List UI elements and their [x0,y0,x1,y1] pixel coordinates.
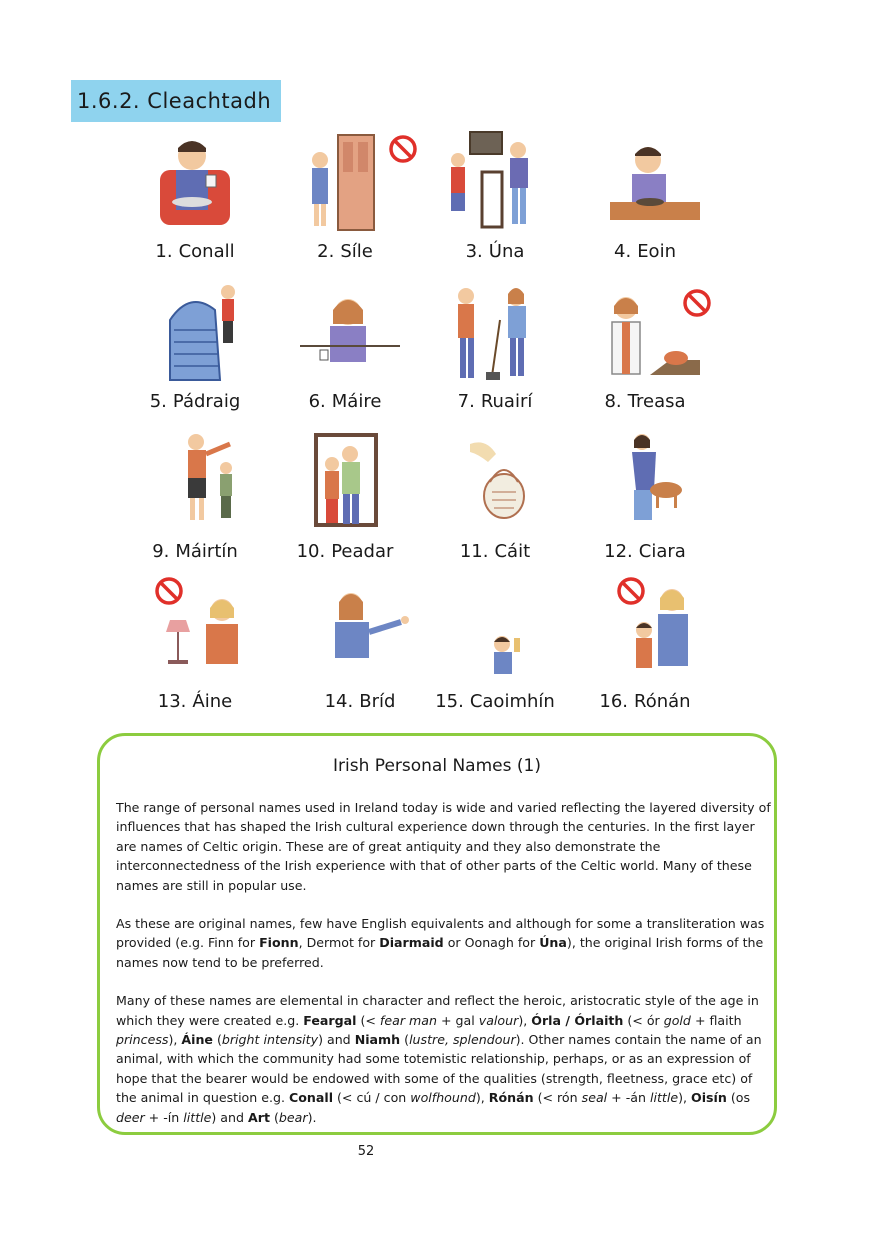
hand-holding-bag-illustration [430,430,560,535]
picture-caption: 9. Máirtín [152,541,238,562]
man-drinking-tea-illustration [130,130,260,235]
picture-caption: 3. Úna [465,241,525,262]
man-and-woman-sweeping-illustration [430,280,560,385]
picture-item-2 [270,130,420,280]
paragraph-2: As these are original names, few have English equivalents and although for some a transliteration was provided (e.g. Finn for Fionn, Dermot for Diarmaid or Oonagh for Úna), the original Irish forms of the names now tend to be preferred. [116,916,765,970]
picture-item-1 [120,130,270,280]
picture-row [120,430,760,580]
picture-caption: 7. Ruairí [457,391,533,412]
picture-caption: 13. Áine [157,691,233,712]
picture-caption: 14. Bríd [324,691,396,712]
exercise-heading: 1.6.2. Cleachtadh [71,80,281,122]
info-box-title: Irish Personal Names (1) [333,756,541,776]
picture-item-7 [420,280,570,430]
picture-item-4 [570,130,720,280]
picture-item-14 [285,580,435,730]
picture-caption: 6. Máire [308,391,382,412]
info-box-body [116,798,776,1146]
picture-caption: 8. Treasa [604,391,686,412]
picture-item-10 [270,430,420,580]
picture-item-15 [420,580,570,730]
couple-in-doorway-illustration [280,430,410,535]
prohibition-icon [616,576,646,606]
page-number: 52 [357,1144,375,1159]
prohibition-icon [154,576,184,606]
paragraph-3: Many of these names are elemental in character and reflect the heroic, aristocratic style of the age in which they were created e.g. Feargal (< fear man + gal valour), Órla / Órlaith (< ór gold + flaith princess), Áine (bright intensity) and Niamh (lustre, splendour). Other names contain the name of an animal, with which the community had some totemistic relationship, perhaps, or as an expression of hope that the bearer would be endowed with some of the qualities (strength, fleetness, grace etc) of the animal in question e.g. Conall (< cú / con wolfhound), Rónán (< rón seal + -án little), Oisín (os deer + -ín little) and Art (bear). [116,993,762,1125]
info-box [97,733,777,1135]
woman-with-dog-illustration [580,430,710,535]
picture-item-11 [420,430,570,580]
woman-pointing-at-boy-illustration [130,430,260,535]
picture-item-13 [120,580,270,730]
picture-grid [120,130,760,730]
picture-item-8 [570,280,720,430]
picture-item-16 [570,580,720,730]
picture-caption: 10. Peadar [296,541,394,562]
picture-caption: 12. Ciara [604,541,686,562]
woman-at-desk-illustration [280,280,410,385]
boy-at-slide-illustration [130,280,260,385]
picture-item-5 [120,280,270,430]
picture-row [120,580,760,730]
prohibition-icon [682,288,712,318]
picture-caption: 15. Caoimhín [435,691,555,712]
picture-item-9 [120,430,270,580]
picture-item-3 [420,130,570,280]
picture-caption: 11. Cáit [459,541,531,562]
paragraph-1: The range of personal names used in Ireland today is wide and varied reflecting the layered diversity of influences that has shaped the Irish cultural experience down through the centuries. In the first layer are names of Celtic origin. These are of great antiquity and they also demonstrate the interconnectedness of the Irish experience with that of other parts of the Celtic world. Many of these names are still in popular use. [116,800,771,893]
picture-caption: 4. Eoin [614,241,676,262]
picture-item-12 [570,430,720,580]
picture-caption: 16. Rónán [599,691,691,712]
woman-gesturing-illustration [295,580,425,685]
picture-caption: 1. Conall [155,241,235,262]
boy-with-drink-illustration [430,580,560,685]
picture-caption: 2. Síle [317,241,373,262]
picture-row [120,280,760,430]
picture-caption: 5. Pádraig [149,391,241,412]
woman-by-lamp-illustration [130,580,260,685]
prohibition-icon [388,134,418,164]
man-eating-illustration [580,130,710,235]
man-and-woman-with-chair-illustration [430,130,560,235]
picture-row [120,130,760,280]
picture-item-6 [270,280,420,430]
